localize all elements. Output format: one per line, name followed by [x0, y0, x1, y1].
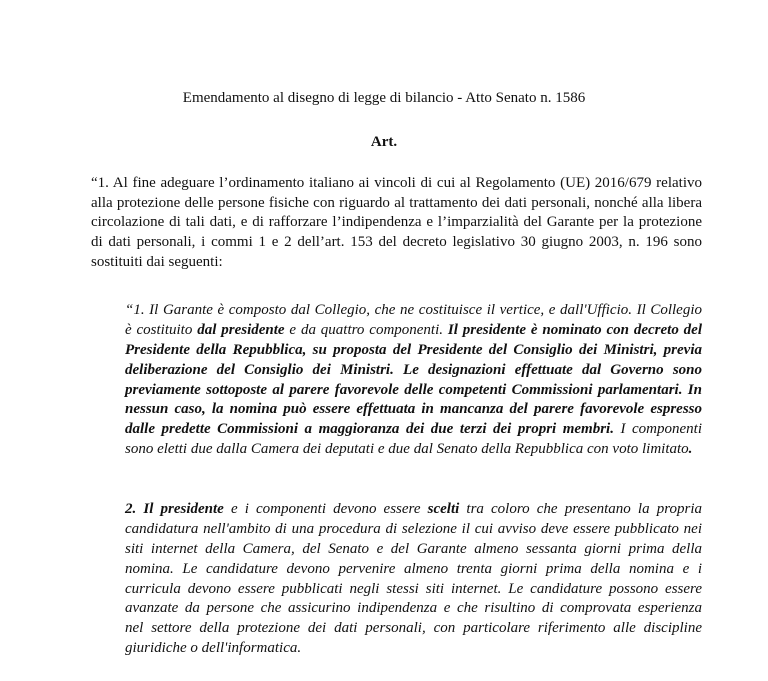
text-line	[125, 540, 702, 560]
text-segment: e i componenti devono essere	[223, 501, 428, 517]
text-segment: siti internet della Camera, del Senato e del Garante almeno sessanta giorni prima della	[125, 540, 702, 557]
intro-paragraph	[91, 174, 702, 272]
text-line	[125, 560, 702, 580]
text-line	[125, 420, 702, 440]
text-line	[125, 580, 702, 600]
text-segment: candidatura nell'ambito di una procedura di selezione il cui avviso deve essere pubblicato nei	[125, 520, 702, 537]
text-line	[125, 520, 702, 540]
text-line	[125, 381, 702, 401]
text-line	[125, 301, 702, 321]
text-line	[125, 599, 702, 619]
bold-text-segment: .	[688, 441, 693, 458]
text-line	[125, 500, 702, 520]
bold-text-segment: scelti	[427, 501, 460, 517]
text-segment: avanzate da persone che assicurino indipendenza e che risultino di comprovata esperienza	[125, 600, 702, 617]
text-line	[125, 400, 702, 420]
bold-text-segment: Presidente della Repubblica, su proposta del Presidente del Consiglio dei Ministri, previa	[125, 341, 702, 358]
text-line: di dati personali, i commi 1 e 2 dell’art. 153 del decreto legislativo 30 giugno 2003, n. 196 sono	[91, 234, 702, 251]
text-segment: “1. Il Garante è composto dal Collegio, che ne costituisce il vertice, e dall'Ufficio. Il Collegio	[125, 302, 702, 318]
bold-text-segment: nessun caso, la nomina può essere effettuata in mancanza del parere favorevole espresso	[125, 401, 702, 418]
text-segment: curricula devono essere pubblicati negli stessi siti internet. Le candidature possono essere	[125, 580, 702, 597]
text-segment: tra coloro che presentano la propria	[459, 501, 702, 517]
bold-text-segment: dal presidente	[197, 321, 285, 338]
bold-text-segment: 2. Il presidente	[125, 501, 224, 517]
text-segment: e da quattro componenti.	[284, 321, 448, 338]
text-line: circolazione di tali dati, e di rafforzare l’indipendenza e l’imparzialità del Garante per la protezione	[91, 214, 702, 231]
bold-text-segment: Il presidente è nominato con decreto del	[447, 321, 702, 338]
comma-2-paragraph	[125, 500, 702, 659]
text-segment: giuridiche o dell'informatica.	[125, 640, 302, 657]
text-line	[125, 639, 702, 659]
document-title: Emendamento al disegno di legge di bilancio - Atto Senato n. 1586	[182, 90, 586, 106]
comma-1-paragraph	[125, 301, 702, 460]
text-segment: nel settore della protezione dei dati personali, con particolare riferimento alle discipline	[125, 620, 702, 637]
text-segment: è costituito	[125, 321, 198, 338]
text-segment: I componenti	[613, 421, 702, 438]
text-segment: sono eletti due dalla Camera dei deputati e due dal Senato della Repubblica con voto limitato	[125, 441, 689, 458]
bold-text-segment: deliberazione del Consiglio dei Ministri. Le designazioni effettuate dal Governo sono	[125, 361, 702, 378]
text-segment: nomina. Le candidature devono pervenire almeno trenta giorni prima della nomina e i	[125, 560, 702, 577]
text-line	[125, 341, 702, 361]
article-heading: Art.	[370, 134, 398, 150]
text-line: sostituiti dai seguenti:	[91, 253, 223, 270]
bold-text-segment: dalle predette Commissioni a maggioranza dei due terzi dei propri membri.	[125, 421, 614, 438]
text-line	[125, 440, 702, 460]
text-line: “1. Al fine adeguare l’ordinamento italiano ai vincoli di cui al Regolamento (UE) 2016/679 relativo	[91, 175, 702, 191]
bold-text-segment: previamente sottoposte al parere favorevole delle competenti Commissioni parlamentari. In	[125, 381, 702, 398]
text-line	[125, 321, 702, 341]
text-line	[125, 361, 702, 381]
text-line: alla protezione delle persone fisiche con riguardo al trattamento dei dati personali, nonché alla libera	[91, 194, 702, 211]
text-line	[125, 619, 702, 639]
